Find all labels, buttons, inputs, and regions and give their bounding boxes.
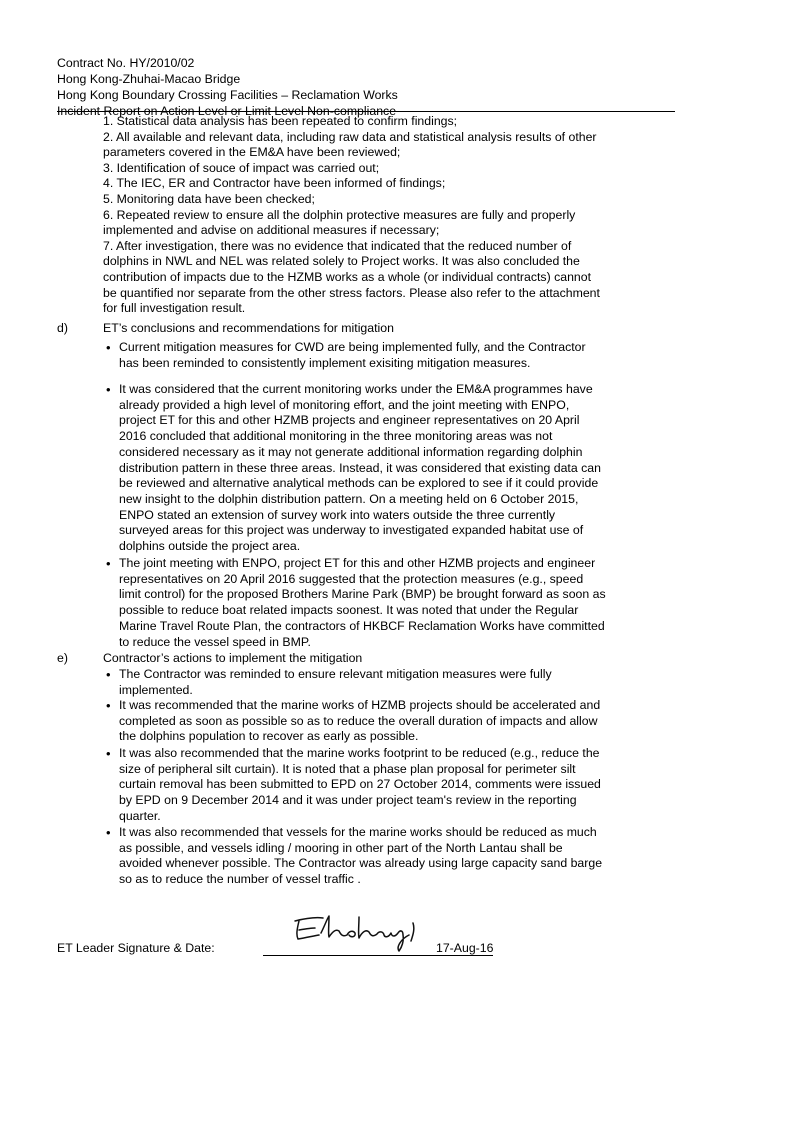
signature-date: 17-Aug-16 [436,941,494,955]
bullet-icon: • [106,698,111,713]
section-d-heading [57,320,394,336]
list-item: 3. Identification of souce of impact was carried out; [103,160,380,175]
bullet-icon: • [106,340,111,355]
list-item: • It was also recommended that the marine works footprint to be reduced (e.g., reduce the size of peripheral silt curtain). It is noted that a phase plan proposal for perimeter silt curtain removal has been submitted to EPD on 27 October 2014, comments were issued by EPD on 9 December 2014 and it was under project team's review in the reporting quarter. [106,746,601,823]
list-item: 1. Statistical data analysis has been repeated to confirm findings; [103,114,458,128]
section-title: ET’s conclusions and recommendations for mitigation [103,321,394,335]
report-title: Incident Report on Action Level or Limit Level Non-compliance [57,104,397,118]
section-e-heading [57,650,362,666]
list-item: 7. After investigation, there was no evidence that indicated that the reduced number of dolphins in NWL and NEL was related solely to Project works. It was also concluded the contribution of impacts due to the HZMB works as a whole (or individual contracts) cannot be quantified nor separate from the other stress factors. Please also refer to the attachment for full investigation result. [103,238,600,316]
list-item: 4. The IEC, ER and Contractor have been informed of findings; [103,176,446,191]
contract-number: Contract No. HY/2010/02 [57,56,195,70]
list-item: 2. All available and relevant data, including raw data and statistical analysis results of other parameters covered in the EM&A have been reviewed; [103,129,597,160]
header-divider [57,111,675,112]
list-item: 5. Monitoring data have been checked; [103,191,315,206]
list-item: • The joint meeting with ENPO, project ET for this and other HZMB projects and engineer representatives on 20 April 2016 suggested that the protection measures (e.g., speed limit control) for the proposed Brothers Marine Park (BMP) be brought forward as soon as possible to reduce boat related impacts soonest. It was noted that under the Regular Marine Travel Route Plan, the contractors of HKBCF Reclamation Works have committed to reduce the vessel speed in BMP. [106,556,606,649]
list-item: • The Contractor was reminded to ensure relevant mitigation measures were fully implemented. [106,667,552,697]
bullet-icon: • [106,746,111,761]
section-title: Contractor’s actions to implement the mitigation [103,651,363,665]
facility-name: Hong Kong Boundary Crossing Facilities – Reclamation Works [57,88,398,102]
list-item: • It was recommended that the marine works of HZMB projects should be accelerated and completed as soon as possible so as to reduce the overall duration of impacts and allow the dolphins population to recover as early as possible. [106,698,601,744]
section-letter: e) [57,651,68,665]
list-item: 6. Repeated review to ensure all the dolphin protective measures are fully and properly implemented and advise on additional measures if necessary; [103,207,576,238]
bullet-icon: • [106,556,111,571]
bullet-icon: • [106,825,111,840]
signature-label: ET Leader Signature & Date: [57,941,215,955]
project-name: Hong Kong-Zhuhai-Macao Bridge [57,72,241,86]
bullet-icon: • [106,667,111,682]
list-item: • Current mitigation measures for CWD are being implemented fully, and the Contractor has been reminded to consistently implement exisiting mitigation measures. [106,340,586,370]
section-letter: d) [57,321,68,335]
document-header [57,55,398,119]
list-item: • It was considered that the current monitoring works under the EM&A programmes have already provided a high level of monitoring effort, and the joint meeting with ENPO, project ET for this and other HZMB projects and engineer representatives on 20 April 2016 concluded that additional monitoring in the three monitoring areas was not considered necessary as it may not generate additional information regarding dolphin distribution pattern in these three areas. Instead, it was considered that existing data can be reviewed and alternative analytical methods can be explored to see if it could provide new insight to the dolphin distribution pattern. On a meeting held on 6 October 2015, ENPO stated an extension of survey work into waters outside the three currently surveyed areas for this project was underway to investigated expanded habitat use of dolphins outside the project area. [106,382,601,554]
bullet-icon: • [106,382,111,397]
investigation-steps-list [103,114,608,317]
list-item: • It was also recommended that vessels for the marine works should be reduced as much as possible, and vessels idling / mooring in other part of the North Lantau shall be avoided whenever possible. The Contractor was already using large capacity sand barge so as to reduce the number of vessel traffic . [106,825,603,887]
